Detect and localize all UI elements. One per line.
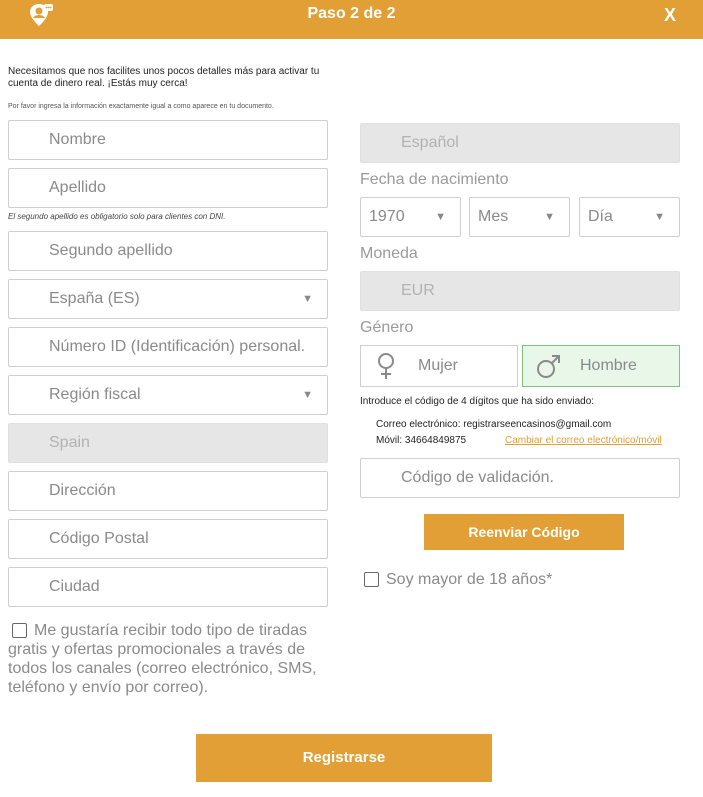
apellido-field[interactable] (8, 168, 328, 208)
intro-text: Necesitamos que nos facilites unos pocos detalles más para activar tu cuenta de dinero real. ¡Estás muy cerca! (8, 66, 320, 89)
nombre-field[interactable] (8, 120, 328, 160)
gender-male-option[interactable] (522, 345, 680, 387)
change-contact-link[interactable]: Cambiar el correo electrónico/móvil (505, 435, 662, 446)
address-field[interactable] (8, 471, 328, 511)
gender-male-label: Hombre (580, 357, 637, 374)
personal-id-placeholder: Número ID (Identificación) personal. (49, 338, 306, 355)
city-placeholder: Ciudad (49, 578, 100, 595)
language-field (360, 123, 680, 163)
country-value: España (ES) (49, 290, 140, 307)
segundo-apellido-placeholder: Segundo apellido (49, 242, 173, 259)
birth-month-select[interactable] (469, 197, 570, 237)
register-button[interactable]: Registrarse (196, 734, 492, 782)
currency-value: EUR (401, 282, 435, 299)
age-checkbox-label: Soy mayor de 18 años* (386, 571, 553, 588)
birth-year-value: 1970 (369, 208, 405, 225)
chevron-down-icon: ▼ (435, 211, 446, 223)
validation-code-placeholder: Código de validación. (401, 469, 554, 486)
email-line: Correo electrónico: registrarseencasinos@gmail.com (376, 419, 612, 430)
language-value: Español (401, 134, 459, 151)
currency-field (360, 271, 680, 311)
verification-intro: Introduce el código de 4 dígitos que ha sido enviado: (360, 396, 595, 407)
personal-id-field[interactable] (8, 327, 328, 367)
birth-day-value: Día (588, 208, 613, 225)
close-button[interactable]: X (663, 5, 676, 25)
validation-code-field[interactable] (360, 458, 680, 498)
postal-code-field[interactable] (8, 519, 328, 559)
second-surname-note: El segundo apellido es obligatorio solo para clientes con DNI. (8, 212, 226, 221)
promo-checkbox-label: Me gustaría recibir todo tipo de tiradas gratis y ofertas promocionales a través de todos los canales (correo electrónico, SMS, teléfono y envío por correo). (8, 622, 317, 696)
birth-month-value: Mes (478, 208, 509, 225)
currency-label: Moneda (360, 245, 418, 262)
apellido-placeholder: Apellido (49, 179, 106, 196)
gender-female-option[interactable] (360, 345, 518, 387)
fiscal-region-select[interactable] (8, 375, 328, 415)
chevron-down-icon: ▼ (544, 211, 555, 223)
age-checkbox[interactable] (364, 572, 379, 587)
fiscal-region-value: Región fiscal (49, 386, 141, 403)
city-field[interactable] (8, 567, 328, 607)
chevron-down-icon: ▼ (302, 389, 313, 401)
page-title: Paso 2 de 2 (307, 5, 396, 22)
postal-code-placeholder: Código Postal (49, 530, 149, 547)
chevron-down-icon: ▼ (302, 293, 313, 305)
chevron-down-icon: ▼ (654, 211, 665, 223)
resend-code-button[interactable]: Reenviar Código (424, 514, 624, 550)
birthdate-label: Fecha de nacimiento (360, 171, 509, 188)
mobile-line: Móvil: 34664849875 (376, 435, 467, 446)
address-placeholder: Dirección (49, 482, 116, 499)
country-select[interactable] (8, 279, 328, 319)
country-readonly-field (8, 423, 328, 463)
birth-day-select[interactable] (579, 197, 680, 237)
female-symbol-icon (373, 352, 399, 380)
gender-label: Género (360, 319, 414, 336)
segundo-apellido-field[interactable] (8, 231, 328, 271)
nombre-placeholder: Nombre (49, 131, 106, 148)
modal-header (0, 0, 703, 39)
gender-female-label: Mujer (418, 357, 459, 374)
male-symbol-icon (535, 352, 561, 380)
birth-year-select[interactable] (360, 197, 461, 237)
country-readonly-value: Spain (49, 434, 90, 451)
document-note: Por favor ingresa la información exactamente igual a como aparece en tu documento. (8, 103, 274, 110)
